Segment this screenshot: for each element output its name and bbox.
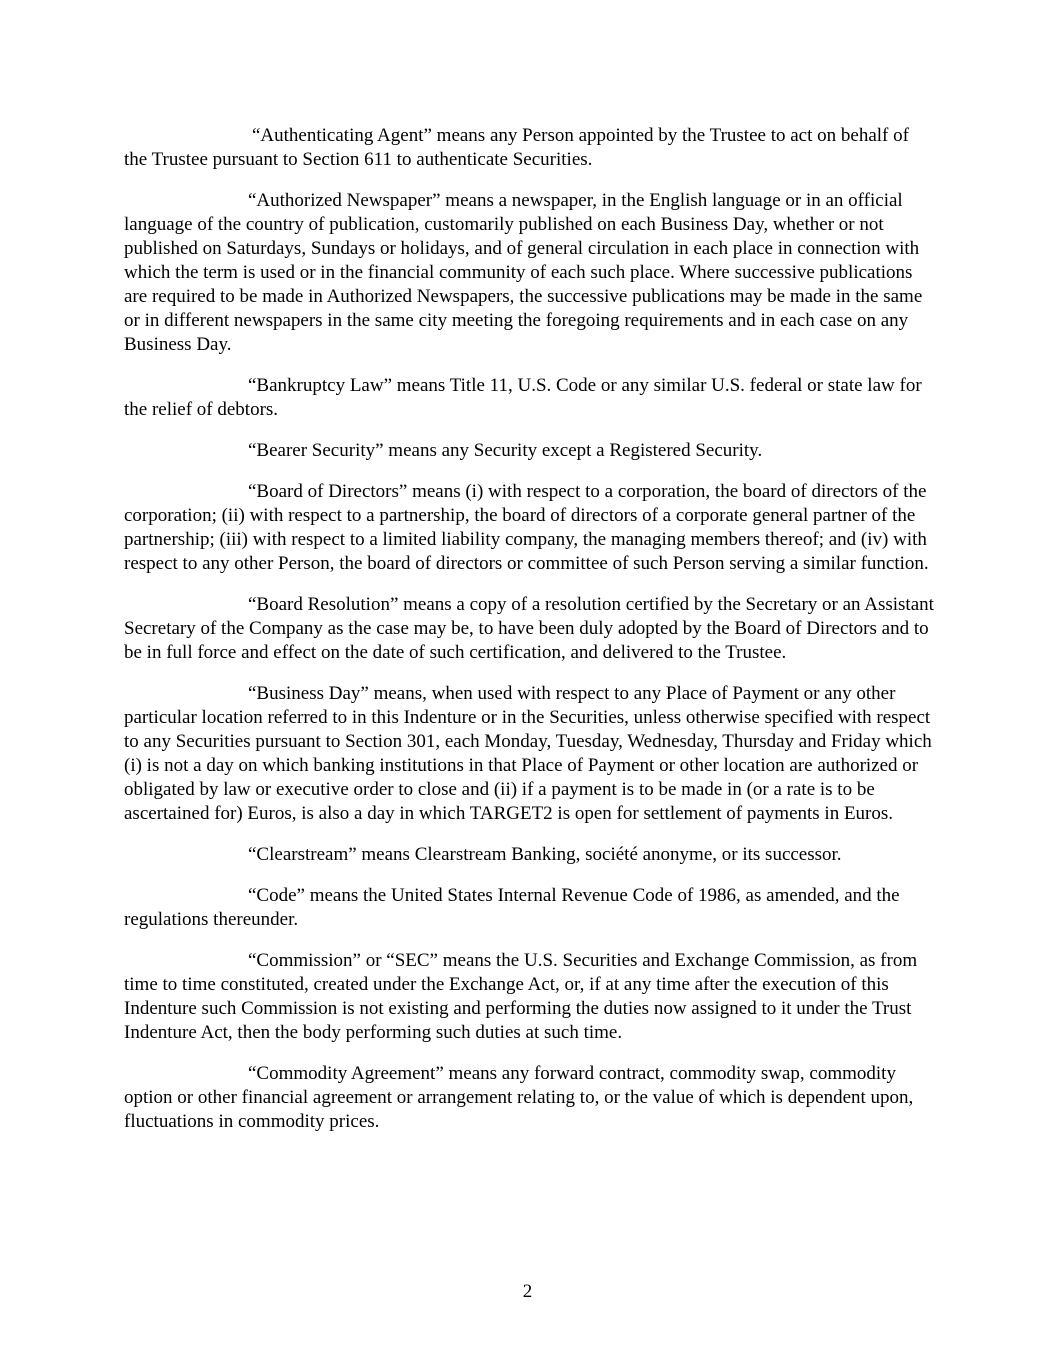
definition-code: “Code” means the United States Internal Revenue Code of 1986, as amended, and the regulations thereunder. xyxy=(124,885,900,930)
definition-commodity-agreement: “Commodity Agreement” means any forward contract, commodity swap, commodity option or other financial agreement or arrangement relating to, or the value of which is dependent upon, fluctuations in commodity prices. xyxy=(124,1063,914,1132)
definition-board-of-directors: “Board of Directors” means (i) with respect to a corporation, the board of directors of the corporation; (ii) with respect to a partnership, the board of directors of a corporate general partner of the partnership; (iii) with respect to a limited liability company, the managing members thereof; and (iv) with respect to any other Person, the board of directors or committee of such Person serving a similar function. xyxy=(124,481,929,574)
definition-bankruptcy-law: “Bankruptcy Law” means Title 11, U.S. Code or any similar U.S. federal or state law for the relief of debtors. xyxy=(124,375,922,420)
definition-commission: “Commission” or “SEC” means the U.S. Securities and Exchange Commission, as from time to time constituted, created under the Exchange Act, or, if at any time after the execution of this Indenture such Commission is not existing and performing the duties now assigned to it under the Trust Indenture Act, then the body performing such duties at such time. xyxy=(124,950,918,1043)
definition-authenticating-agent: “Authenticating Agent” means any Person appointed by the Trustee to act on behalf of the Trustee pursuant to Section 611 to authenticate Securities. xyxy=(124,125,909,170)
definition-business-day: “Business Day” means, when used with respect to any Place of Payment or any other particular location referred to in this Indenture or in the Securities, unless otherwise specified with respect to any Securities pursuant to Section 301, each Monday, Tuesday, Wednesday, Thursday and Friday which (i) is not a day on which banking institutions in that Place of Payment or other location are authorized or obligated by law or executive order to close and (ii) if a payment is to be made in (or a rate is to be ascertained for) Euros, is also a day in which TARGET2 is open for settlement of payments in Euros. xyxy=(124,683,932,824)
definition-board-resolution: “Board Resolution” means a copy of a resolution certified by the Secretary or an Assistant Secretary of the Company as the case may be, to have been duly adopted by the Board of Directors and to be in full force and effect on the date of such certification, and delivered to the Trustee. xyxy=(124,594,934,663)
definition-clearstream: “Clearstream” means Clearstream Banking, société anonyme, or its successor. xyxy=(248,844,842,865)
page-number: 2 xyxy=(522,1281,533,1302)
definition-bearer-security: “Bearer Security” means any Security except a Registered Security. xyxy=(248,440,763,461)
definition-authorized-newspaper: “Authorized Newspaper” means a newspaper, in the English language or in an official language of the country of publication, customarily published on each Business Day, whether or not published on Saturdays, Sundays or holidays, and of general circulation in each place in connection with which the term is used or in the financial community of each such place. Where successive publications are required to be made in Authorized Newspapers, the successive publications may be made in the same or in different newspapers in the same city meeting the foregoing requirements and in each case on any Business Day. xyxy=(124,190,923,355)
document-body xyxy=(124,124,934,1151)
